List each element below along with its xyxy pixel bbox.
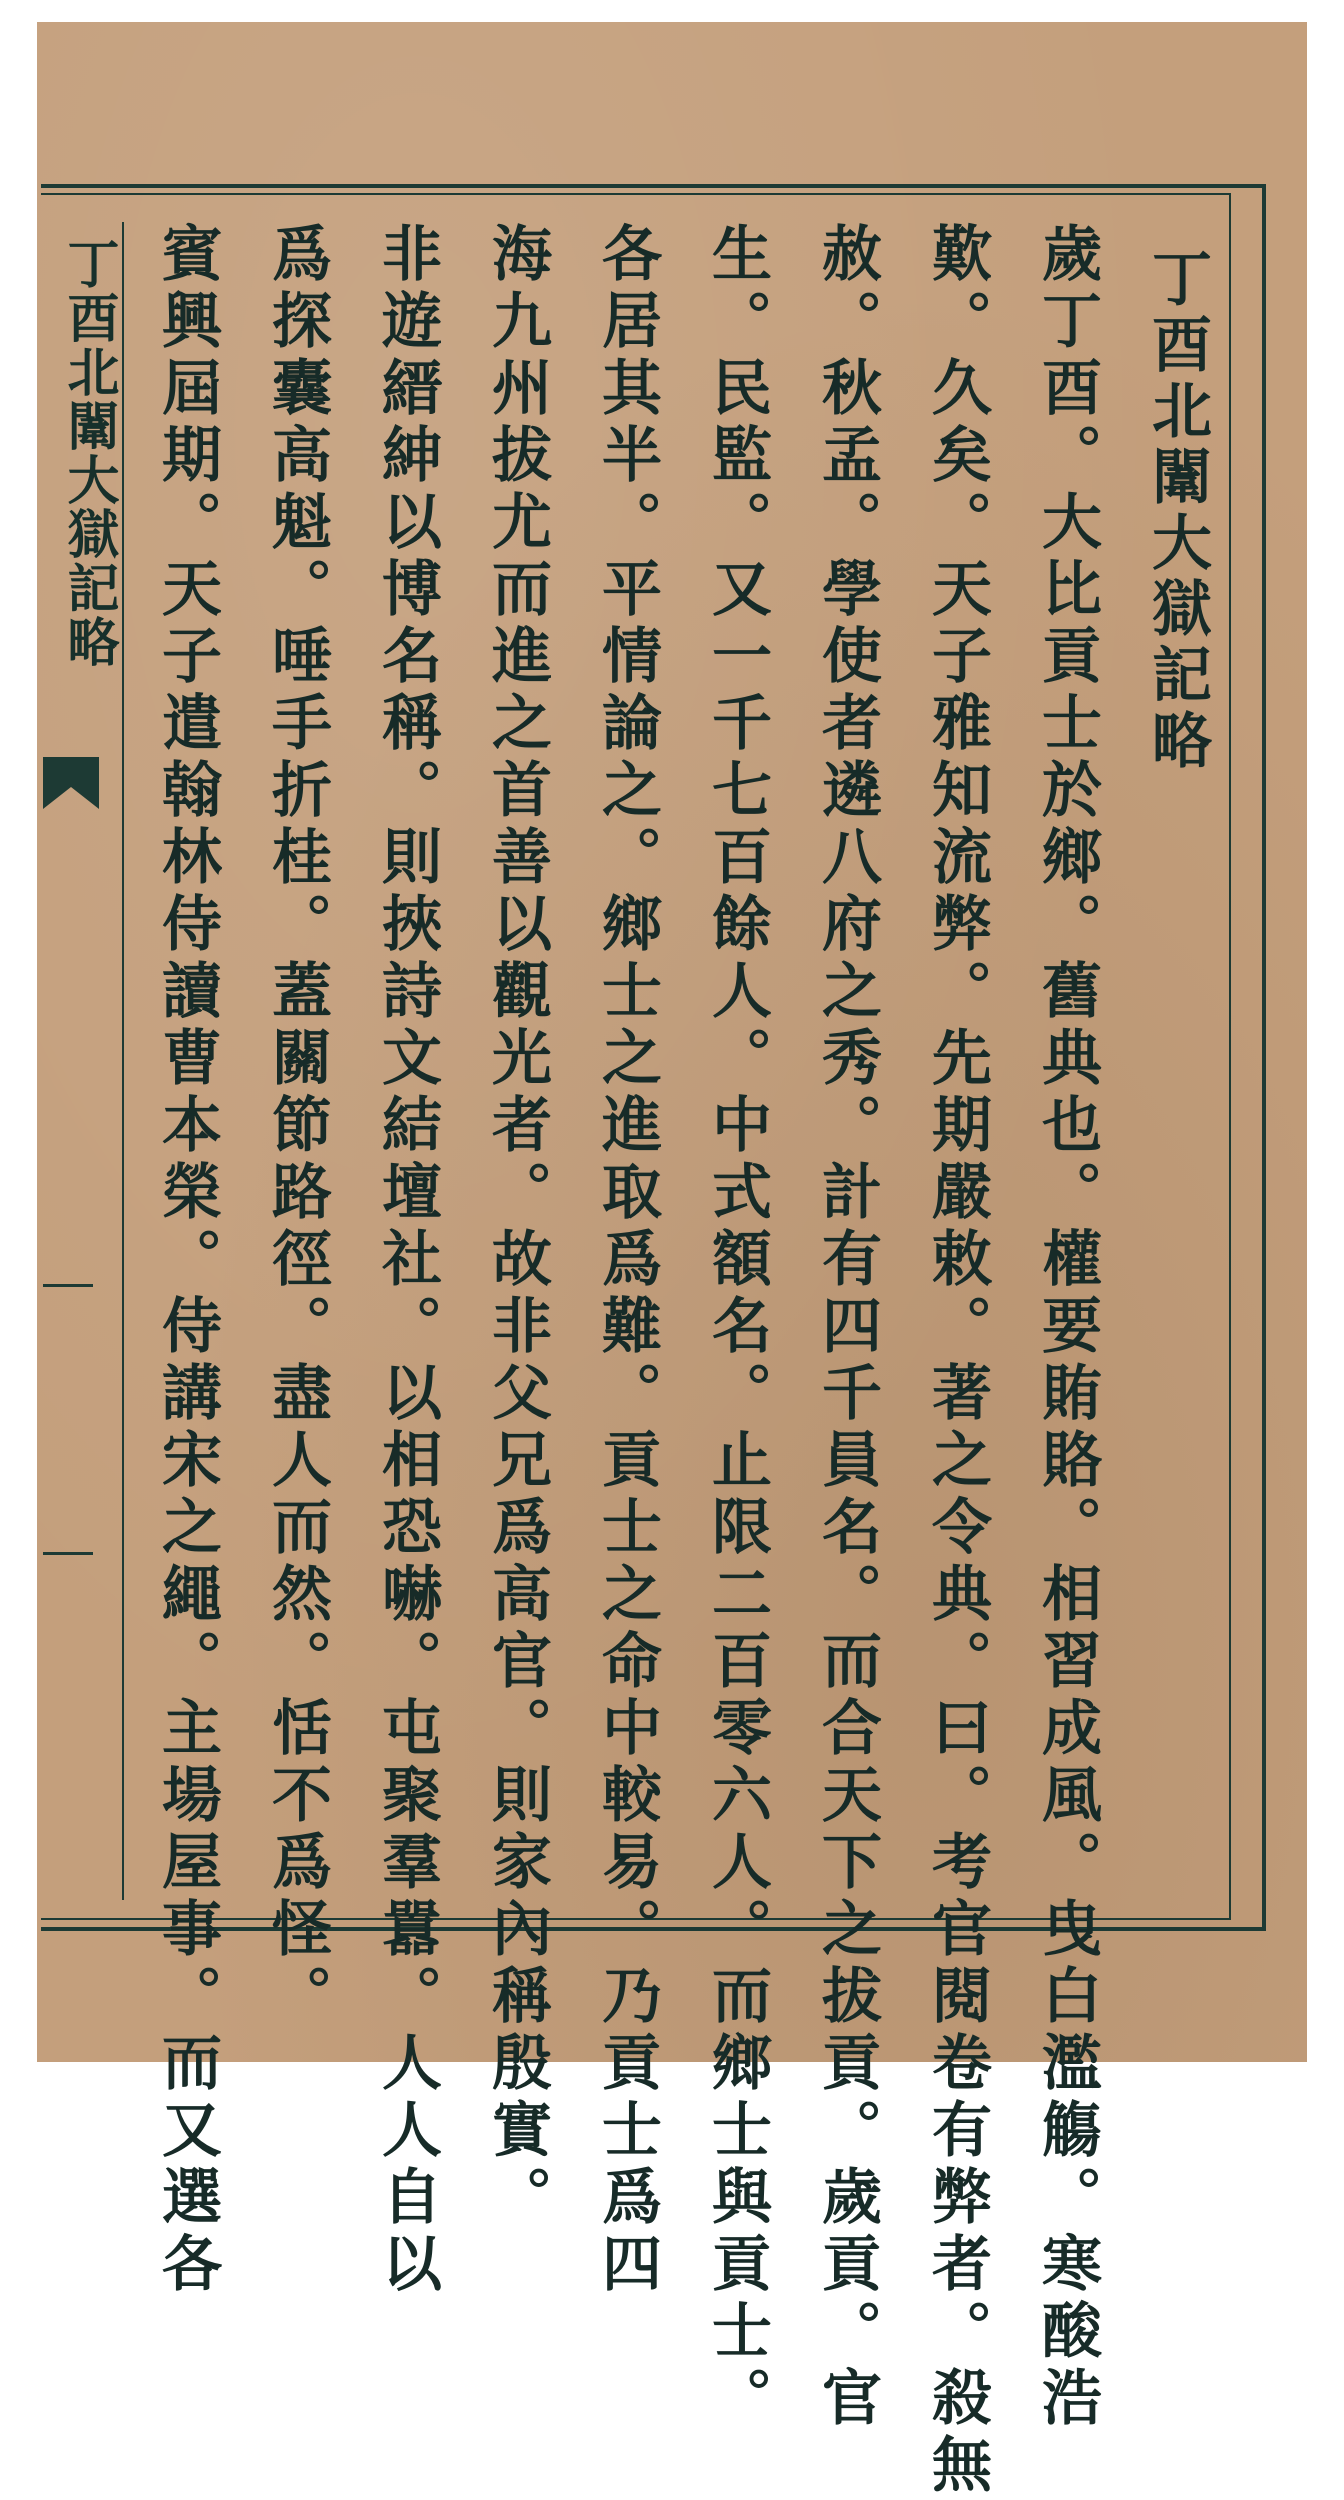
- frame-right-border: [1262, 184, 1266, 1931]
- text-column: 生。民監。又一千七百餘人。中式額名。止限二百零六人。而鄉士與貢士。: [702, 222, 772, 2433]
- text-column: 歎。久矣。天子雅知流弊。先期嚴敕。著之令典。曰。考官閱卷有弊者。殺無: [922, 222, 992, 2500]
- text-column: 非遊縉紳以博名稱。則挾詩文結壇社。以相恐嚇。屯聚羣囂。人人自以: [372, 222, 442, 2299]
- banxin-title: 丁酉北闈大獄記略: [58, 237, 119, 669]
- banxin-mark: [43, 1552, 93, 1555]
- book-page: [37, 22, 1307, 2500]
- banxin-mark: [43, 1284, 93, 1287]
- text-column: 歲丁酉。大比貢士於鄉。舊典也。權要賄賂。相習成風。曳白濫觴。寒酸浩: [1032, 222, 1102, 2433]
- text-column: 爲探囊高魁。唾手折桂。蓋關節路徑。盡人而然。恬不爲怪。: [262, 222, 332, 2031]
- text-column: 海九州拔尤而進之首善以觀光者。故非父兄爲高官。則家內稱殷實。: [482, 222, 552, 2232]
- text-column: 赦。秋孟。學使者遴八府之秀。計有四千員名。而合天下之拔貢。歲貢。官: [812, 222, 882, 2433]
- fishtail-mark-icon: [43, 757, 99, 809]
- frame-top-border: [41, 184, 1263, 188]
- banxin-divider-line: [122, 222, 124, 1900]
- frame-right-inner-border: [1229, 193, 1231, 1920]
- text-column: 賓興屆期。天子遣翰林侍讀曹本榮。侍講宋之繩。主場屋事。而又選各: [152, 222, 222, 2299]
- text-column: 各居其半。平情論之。鄉士之進取爲難。貢士之命中較易。乃貢士爲四: [592, 222, 662, 2299]
- frame-top-inner-border: [41, 193, 1231, 195]
- text-column-title: 丁酉北闈大獄記略: [1142, 247, 1212, 775]
